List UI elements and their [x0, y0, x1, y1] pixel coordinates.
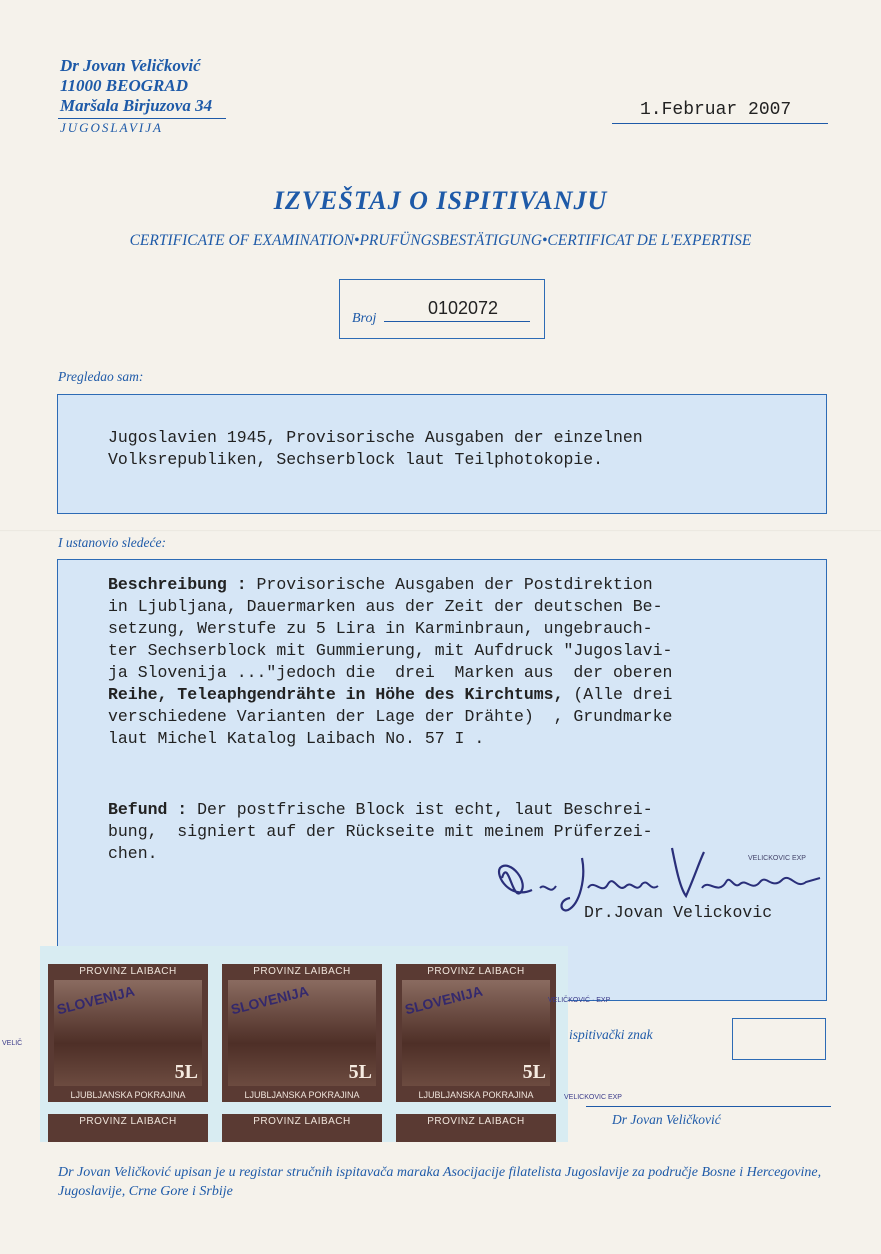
certificate-number: 0102072: [427, 298, 499, 318]
description-text: [108, 574, 823, 750]
date-rule: [612, 123, 828, 124]
certificate-title: IZVEŠTAJ O ISPITIVANJU: [273, 186, 608, 215]
stamp-header: PROVINZ LAIBACH: [253, 966, 351, 977]
sender-rule: [58, 118, 226, 119]
side-mark-right: VELIČKOVIĆ · EXP: [548, 997, 611, 1004]
stamp-header: PROVINZ LAIBACH: [79, 1116, 177, 1127]
sender-city: 11000 BEOGRAD: [60, 76, 188, 95]
result-body: Der postfrische Block ist echt, laut Beschrei- bung, signiert auf der Rückseite mit meinem Prüferzei- chen.: [108, 800, 653, 863]
signature-label: Dr Jovan Veličković: [612, 1112, 721, 1127]
certificate-subtitle: CERTIFICATE OF EXAMINATION•PRUFÜNGSBESTÄTIGUNG•CERTIFICAT DE L'EXPERTISE: [129, 232, 752, 249]
stamp-footer: LJUBLJANSKA POKRAJINA: [244, 1090, 360, 1100]
seal-box: [732, 1018, 826, 1060]
result-label: Befund :: [108, 800, 188, 819]
signature-rule: [586, 1106, 831, 1107]
footer-note: Dr Jovan Veličković upisan je u registar stručnih ispitavača maraka Asocijacije filatelista Jugoslavije za područje Bosne i Hercegovine, Jugoslavije, Crne Gore i Srbije: [58, 1165, 822, 1199]
stamp-footer: LJUBLJANSKA POKRAJINA: [70, 1090, 186, 1100]
description-lines: in Ljubljana, Dauermarken aus der Zeit der deutschen Be- setzung, Werstufe zu 5 Lira in Karminbraun, ungebrauch- ter Sechserblock mit Gummierung, mit Aufdruck "Jugoslavi- ja Slovenija ..."jedoch die drei Marken aus der oberen: [108, 597, 673, 682]
expert-stamp: VELICKOVIC EXP: [748, 855, 806, 862]
examined-text: Jugoslavien 1945, Provisorische Ausgaben der einzelnen Volksrepubliken, Sechserblock laut Teilphotokopie.: [108, 428, 643, 469]
stamp-bottom-right: [396, 1114, 556, 1142]
description-bold-tail: (Alle drei: [563, 685, 673, 704]
certificate-date: 1.Februar 2007: [640, 100, 792, 120]
stamp-bottom-middle: [222, 1114, 382, 1142]
stamp-value: 5L: [522, 1061, 546, 1083]
description-bold-line: Reihe, Teleaphgendrähte in Höhe des Kirchtums,: [108, 685, 564, 704]
side-mark-left: VELIČ: [2, 1040, 23, 1047]
examined-label: Pregledao sam:: [58, 369, 144, 384]
side-mark-bottom: VELICKOVIC EXP: [564, 1094, 622, 1101]
sender-name: Dr Jovan Veličković: [60, 56, 201, 75]
number-label: Broj: [352, 311, 377, 326]
stamp-overprint: SLOVENIJA: [55, 982, 137, 1018]
stamp-bottom-left: [48, 1114, 208, 1142]
stamp-header: PROVINZ LAIBACH: [253, 1116, 351, 1127]
stamp-value: 5L: [348, 1061, 372, 1083]
stamp-top-middle: [222, 964, 382, 1102]
sender-country: JUGOSLAVIJA: [60, 120, 163, 135]
stamp-header: PROVINZ LAIBACH: [427, 1116, 525, 1127]
findings-label: I ustanovio sledeće:: [58, 535, 166, 550]
stamp-header: PROVINZ LAIBACH: [427, 966, 525, 977]
stamp-value: 5L: [174, 1061, 198, 1083]
stamp-overprint: SLOVENIJA: [403, 982, 485, 1018]
sender-street: Maršala Birjuzova 34: [60, 96, 213, 115]
stamp-top-right: [396, 964, 556, 1102]
number-rule: [384, 321, 530, 322]
sender-address: [60, 56, 212, 138]
description-line1: Provisorische Ausgaben der Postdirektion: [246, 575, 653, 594]
stamp-top-left: [48, 964, 208, 1102]
paper-fold: [0, 530, 881, 532]
description-end: verschiedene Varianten der Lage der Drähte) , Grundmarke laut Michel Katalog Laibach No. 57 I .: [108, 707, 673, 748]
stamp-block-image: [40, 946, 568, 1142]
signer-name: Dr.Jovan Velickovic: [584, 903, 773, 922]
stamp-header: PROVINZ LAIBACH: [79, 966, 177, 977]
description-label: Beschreibung :: [108, 575, 247, 594]
stamp-overprint: SLOVENIJA: [229, 982, 311, 1018]
seal-label: ispitivački znak: [569, 1027, 653, 1042]
stamp-footer: LJUBLJANSKA POKRAJINA: [418, 1090, 534, 1100]
